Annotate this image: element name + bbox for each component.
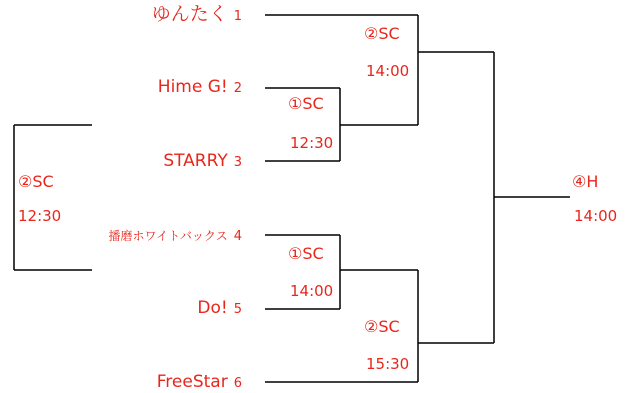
match-final-time: 14:00 [574, 207, 618, 225]
team-3 [163, 153, 242, 170]
team-1 [152, 5, 242, 24]
match-m2-top-time: 14:00 [366, 62, 410, 80]
team-seed: 4 [233, 229, 242, 244]
team-2 [158, 79, 242, 96]
team-4 [108, 227, 242, 243]
match-m1-top-label: ①SC [288, 94, 324, 113]
team-name: ゆんたく [151, 3, 228, 25]
team-seed: 2 [233, 81, 242, 96]
team-name: 播磨ホワイトバックス [108, 229, 228, 243]
team-name: STARRY [163, 151, 228, 171]
team-seed: 3 [233, 155, 242, 170]
match-m2-bottom-label: ②SC [364, 317, 400, 336]
match-m2-left-label: ②SC [18, 172, 54, 191]
team-seed: 5 [233, 302, 242, 317]
team-name: Do! [197, 298, 228, 318]
team-6 [157, 374, 242, 391]
team-seed: 1 [233, 9, 242, 24]
match-m2-top-label: ②SC [364, 24, 400, 43]
team-seed: 6 [233, 376, 242, 391]
match-final-label: ④H [572, 172, 599, 191]
team-name: FreeStar [156, 372, 228, 392]
match-m2-left-time: 12:30 [18, 207, 62, 225]
match-m1-bottom-time: 14:00 [290, 282, 334, 300]
team-5 [197, 300, 242, 317]
match-m2-bottom-time: 15:30 [366, 355, 410, 373]
team-name: Hime G! [157, 77, 228, 97]
match-m1-top-time: 12:30 [290, 134, 334, 152]
match-m1-bottom-label: ①SC [288, 244, 324, 263]
